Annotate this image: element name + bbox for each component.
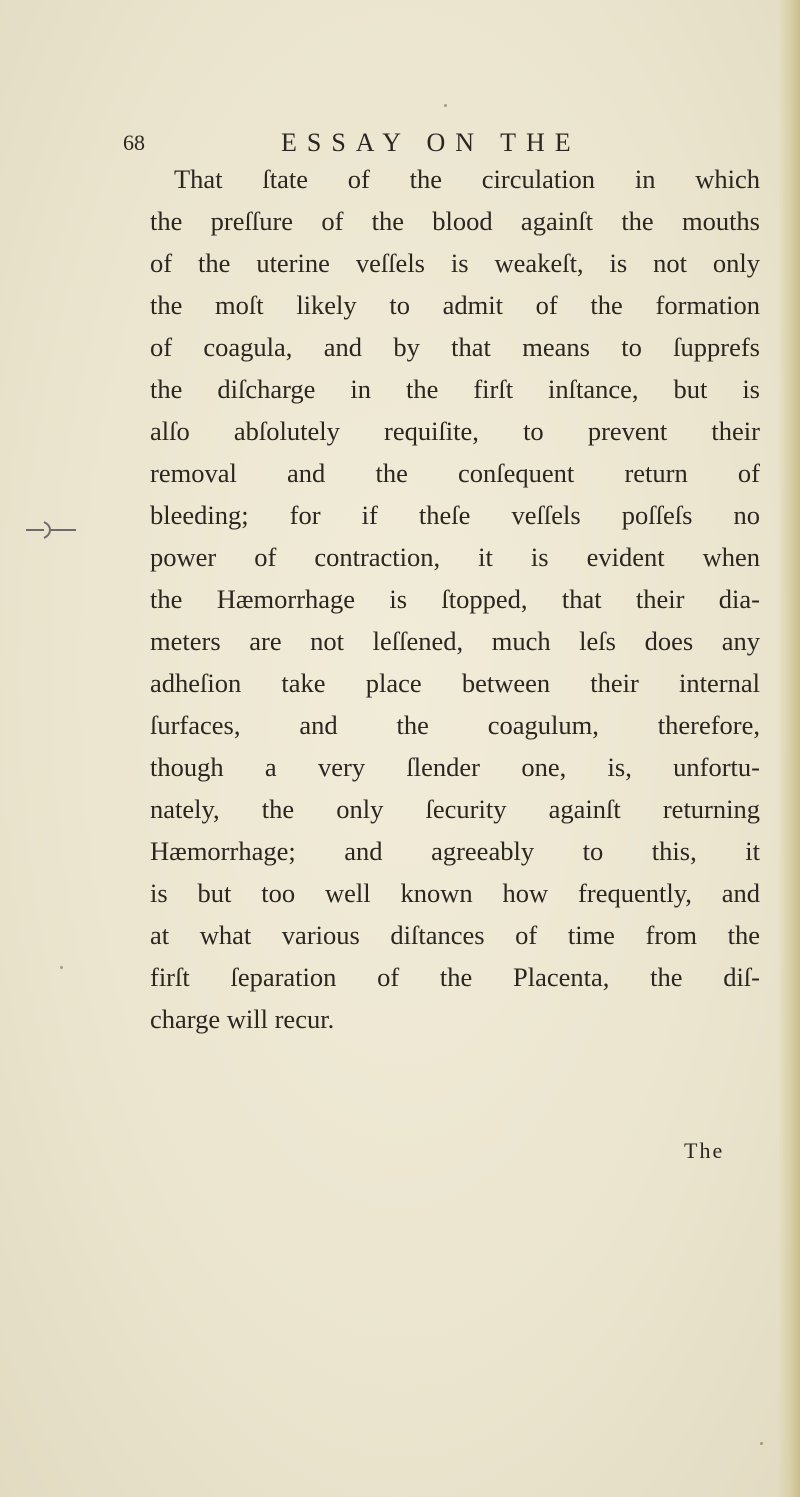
text-line: is but too well known how frequently, and: [150, 878, 760, 908]
page-number: 68: [123, 130, 145, 155]
text-line: the diſcharge in the firſt inſtance, but is: [150, 374, 760, 404]
text-line: ſurfaces, and the coagulum, therefore,: [150, 710, 760, 740]
text-line: power of contraction, it is evident when: [150, 542, 760, 572]
running-head: ESSAY ON THE: [281, 128, 581, 157]
text-line: the moſt likely to admit of the formation: [150, 290, 760, 320]
catchword: The: [684, 1138, 725, 1163]
text-line: at what various diſtances of time from the: [150, 920, 760, 950]
text-line: bleeding; for if theſe veſſels poſſeſs no: [150, 500, 760, 530]
text-line: the Hæmorrhage is ſtopped, that their dia-: [150, 584, 760, 614]
text-line: alſo abſolutely requiſite, to prevent their: [150, 416, 760, 446]
paper-speck: [760, 1442, 763, 1445]
body-text: [150, 158, 760, 1040]
text-line: of the uterine veſſels is weakeſt, is not only: [150, 248, 760, 278]
text-line: adheſion take place between their internal: [150, 668, 760, 698]
text-line: Hæmorrhage; and agreeably to this, it: [150, 836, 760, 866]
text-line: meters are not leſſened, much leſs does any: [150, 626, 760, 656]
page-edge-shadow: [778, 0, 800, 1497]
text-line: the preſſure of the blood againſt the mouths: [150, 206, 760, 236]
paper-speck: [60, 966, 63, 969]
text-line: nately, the only ſecurity againſt returning: [150, 794, 760, 824]
text-line: charge will recur.: [150, 1004, 335, 1034]
margin-pencil-mark: [24, 518, 78, 542]
text-line: of coagula, and by that means to ſupprefs: [150, 332, 760, 362]
paper-speck: [444, 104, 447, 107]
text-line: though a very ſlender one, is, unfortu-: [150, 752, 760, 782]
text-line: That ſtate of the circulation in which: [174, 164, 760, 194]
text-line: firſt ſeparation of the Placenta, the diſ-: [150, 962, 760, 992]
text-line: removal and the conſequent return of: [150, 458, 760, 488]
